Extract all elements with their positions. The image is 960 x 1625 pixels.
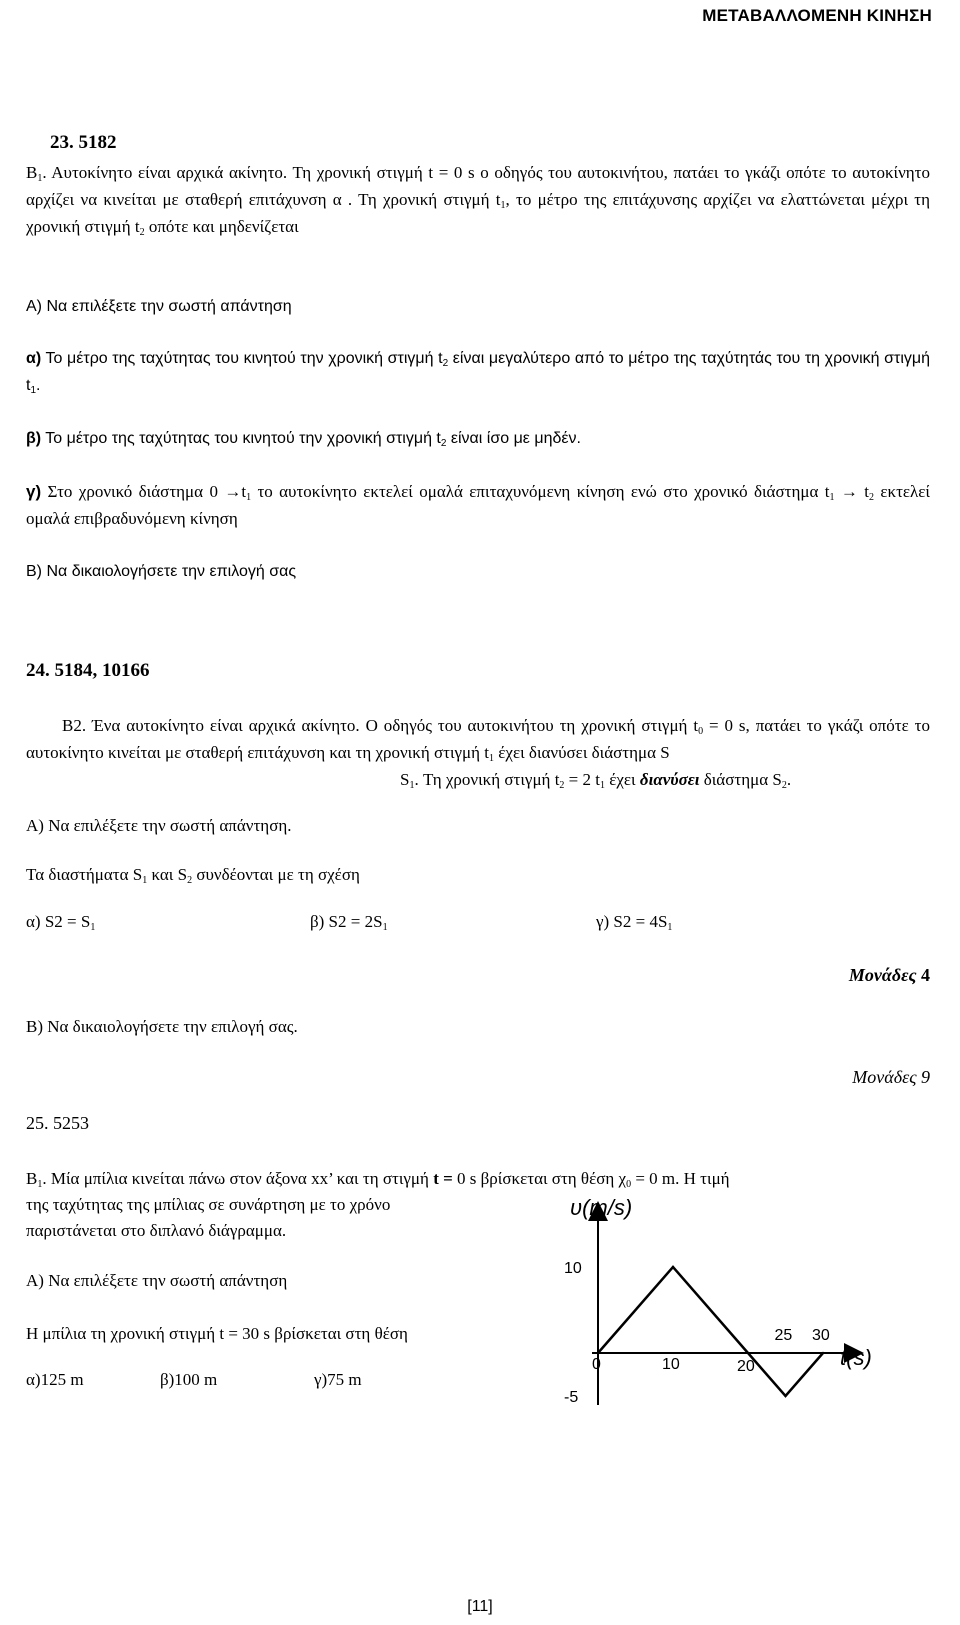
- q24-option-c: γ) $S2 = 4S_1$: [596, 912, 673, 933]
- x-tick-label: 0: [592, 1356, 601, 1373]
- q24-paragraph: Β2. Ένα αυτοκίνητο είναι αρχικά ακίνητο. Ο οδηγός του αυτοκινήτου τη χρονική στιγμή $t_0 = 0$ s, πατάει το γκάζι οπότε το αυτοκίνητο κινείται με σταθερή επιτάχυνση και τη χρονική στιγμή $t_1$ έχει διανύσει διάστημα S: [26, 716, 930, 764]
- q25-title: 25. 5253: [26, 1113, 89, 1133]
- page-number: [11]: [467, 1598, 493, 1615]
- data-point: [747, 1352, 749, 1354]
- y-tick-label: 10: [564, 1260, 582, 1277]
- q24-option-b: β) $S2 = 2S_1$: [310, 912, 388, 933]
- q25-paragraph-3: παριστάνεται στο διπλανό διάγραμμα.: [26, 1221, 287, 1240]
- data-point: [822, 1352, 824, 1354]
- q25-option-b: β)100 m: [160, 1370, 218, 1389]
- arrow-icon: →: [834, 482, 865, 501]
- data-point: [597, 1352, 599, 1354]
- q24-part-b: Β) Να δικαιολογήσετε την επιλογή σας.: [26, 1017, 298, 1036]
- data-point: [784, 1395, 786, 1397]
- x-axis-label: t(s): [840, 1345, 872, 1370]
- q24-paragraph-end: $S_1$. Τη χρονική στιγμή $t_2 = 2$ $t_1$ έχει διανύσει διάστημα $S_2$.: [400, 770, 792, 791]
- arrow-icon: →: [224, 482, 242, 501]
- q23-option-gamma: γ) Στο χρονικό διάστημα $0 \to t_1$ το αυτοκίνητο εκτελεί ομαλά επιταχυνόμενη κίνηση ενώ στο χρονικό διάστημα $t_1 \to t_2$ εκτελεί ομαλά επιβραδυνόμενη κίνηση: [26, 482, 930, 528]
- y-tick-label: -5: [564, 1389, 579, 1406]
- running-header: ΜΕΤΑΒΑΛΛΟΜΕΝΗ ΚΙΝΗΣΗ: [702, 6, 932, 25]
- q23-option-beta: β) Το μέτρο της ταχύτητας του κινητού την χρονική στιγμή $t_2$ είναι ίσο με μηδέν.: [26, 430, 581, 449]
- q25-paragraph-2: της ταχύτητας της μπίλιας σε συνάρτηση με το χρόνο: [26, 1195, 391, 1214]
- q23-title: 23. 5182: [50, 132, 117, 153]
- x-tick-label: 10: [662, 1356, 680, 1373]
- x-tick-label: 25: [774, 1327, 793, 1344]
- velocity-time-chart: [560, 1185, 900, 1410]
- q25-paragraph: $B_1$. Μία μπίλια κινείται πάνω στον άξονα xx’ και τη στιγμή t = 0 s βρίσκεται στη θέση $\chi_0 = 0$ m. Η τιμή: [26, 1169, 730, 1190]
- q25-part-a: Α) Να επιλέξετε την σωστή απάντηση: [26, 1271, 288, 1290]
- x-tick-label: 30: [812, 1327, 830, 1344]
- y-axis-label: υ(m/s): [570, 1195, 633, 1220]
- q24-option-a: α) $S2 = S_1$: [26, 912, 96, 933]
- q24-part-a: Α) Να επιλέξετε την σωστή απάντηση.: [26, 816, 292, 835]
- q25-option-a: α)125 m: [26, 1370, 84, 1389]
- q24-relation: Τα διαστήματα $S_1$ και $S_2$ συνδέονται με τη σχέση: [26, 865, 360, 886]
- q24-marks-b: Μονάδες 9: [852, 1067, 930, 1087]
- q23-paragraph: $B_1$. Αυτοκίνητο είναι αρχικά ακίνητο. Τη χρονική στιγμή t = 0 s ο οδηγός του αυτοκινήτου, πατάει το γκάζι οπότε το αυτοκίνητο αρχίζει να κινείται με σταθερή επιτάχυνση α . Τη χρονική στιγμή $t_1$, το μέτρο της επιτάχυνσης αρχίζει να ελαττώνεται μέχρι τη χρονική στιγμή $t_2$ οπότε και μηδενίζεται: [26, 163, 930, 238]
- q23-part-b: Β) Να δικαιολογήσετε την επιλογή σας: [26, 563, 297, 580]
- q23-option-alpha: α) Το μέτρο της ταχύτητας του κινητού την χρονική στιγμή $t_2$ είναι μεγαλύτερο από το μέτρο της ταχύτητάς του τη χρονική στιγμή $t_1$.: [26, 350, 931, 396]
- q25-option-c: γ)75 m: [314, 1370, 362, 1389]
- q24-marks-a: Μονάδες 4: [848, 965, 930, 985]
- x-tick-label: 20: [737, 1358, 755, 1375]
- data-point: [672, 1266, 674, 1268]
- q24-title: 24. 5184, 10166: [26, 660, 150, 681]
- q23-part-a: Α) Να επιλέξετε την σωστή απάντηση: [26, 298, 292, 315]
- q25-question: Η μπίλια τη χρονική στιγμή t = 30 s βρίσκεται στη θέση: [26, 1324, 408, 1343]
